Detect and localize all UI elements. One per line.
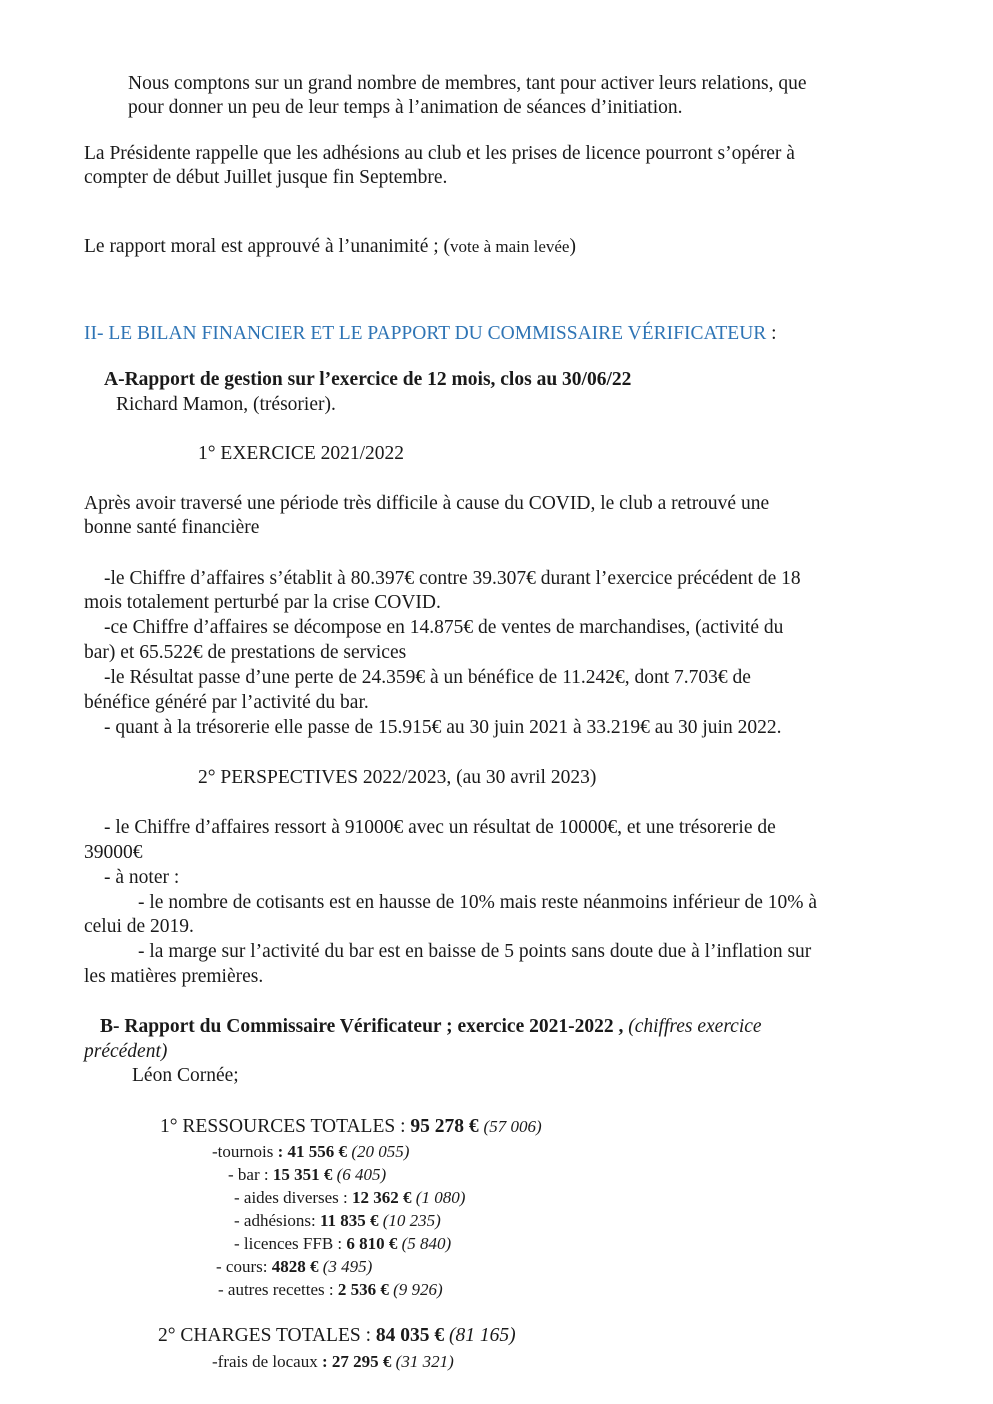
note-1-line-1: - le nombre de cotisants est en hausse de 10% mais reste néanmoins inférieur de 10% à (138, 892, 818, 913)
note-1-line-2: celui de 2019. (84, 916, 194, 937)
ressource-item-label: - aides diverses : (234, 1188, 353, 1207)
rapport-moral-close: ) (569, 236, 576, 257)
ressources-label: 1° RESSOURCES TOTALES : (160, 1116, 411, 1137)
part-b-letter: B (100, 1016, 114, 1037)
ressource-item-label: -tournois (212, 1142, 278, 1161)
part-a-title: -Rapport de gestion sur l’exercice de 12 mois, clos au 30/06/22 (118, 369, 632, 390)
intro-line-2: pour donner un peu de leur temps à l’animation de séances d’initiation. (128, 97, 683, 118)
resultat-line-2: bénéfice généré par l’activité du bar. (84, 692, 369, 713)
ressource-item-label: - adhésions: (234, 1211, 320, 1230)
ca-line-2: mois totalement perturbé par la crise COVID. (84, 592, 441, 613)
ressource-item-value: 12 362 € (352, 1188, 412, 1207)
charge-item (212, 1350, 454, 1374)
charges-total (158, 1324, 516, 1348)
rapport-moral-text: Le rapport moral est approuvé à l’unanimité ; ( (84, 236, 451, 257)
part-a-heading (104, 368, 631, 392)
part-a-letter: A (104, 369, 119, 390)
rapport-moral-vote: vote à main levée (450, 237, 570, 256)
ressource-item (234, 1186, 465, 1210)
ressource-item-prev: (3 495) (322, 1257, 373, 1276)
ressource-item-prev: (6 405) (336, 1165, 387, 1184)
ressource-item-label: - bar : (228, 1165, 273, 1184)
ressource-item (234, 1209, 441, 1233)
ca-line-1: -le Chiffre d’affaires s’établit à 80.397€ contre 39.307€ durant l’exercice précédent de 18 (104, 568, 801, 589)
ressource-item (212, 1140, 409, 1164)
perspective-line-2: 39000€ (84, 842, 143, 863)
ressource-item-prev: (20 055) (351, 1142, 410, 1161)
presidente-line-1: La Présidente rappelle que les adhésions au club et les prises de licence pourront s’opérer à (84, 143, 795, 164)
ressources-total-value: 95 278 € (410, 1116, 479, 1137)
decomposition-line-2: bar) et 65.522€ de prestations de services (84, 642, 407, 663)
decomposition-line-1: -ce Chiffre d’affaires se décompose en 14.875€ de ventes de marchandises, (activité du (104, 617, 784, 638)
perspectives-heading: 2° PERSPECTIVES 2022/2023, (au 30 avril 2023) (198, 767, 597, 788)
ressource-item-label: - licences FFB : (234, 1234, 347, 1253)
ressource-item (234, 1232, 451, 1256)
ressource-item-value: 6 810 € (346, 1234, 398, 1253)
exercice-heading: 1° EXERCICE 2021/2022 (198, 443, 405, 464)
note-label: - à noter : (104, 867, 180, 888)
part-b-italic-2: précédent) (84, 1041, 168, 1062)
ressource-item-label: - cours: (216, 1257, 272, 1276)
charge-item-prev: (31 321) (395, 1352, 454, 1371)
ressource-item-value: 2 536 € (337, 1280, 389, 1299)
charges-label: 2° CHARGES TOTALES : (158, 1325, 376, 1346)
charge-item-label: -frais de locaux (212, 1352, 322, 1371)
section-2-title: II- LE BILAN FINANCIER ET LE PAPPORT DU COMMISSAIRE VÉRIFICATEUR (84, 323, 767, 344)
part-b-title: - Rapport du Commissaire Vérificateur ; exercice 2021-2022 , (113, 1016, 624, 1037)
ressources-total-prev: (57 006) (483, 1117, 542, 1136)
after-line-2: bonne santé financière (84, 517, 260, 538)
part-a-author: Richard Mamon, (trésorier). (116, 394, 336, 415)
rapport-moral (84, 235, 576, 259)
ressource-item-value: 15 351 € (272, 1165, 333, 1184)
ressource-item-prev: (5 840) (401, 1234, 452, 1253)
presidente-line-2: compter de début Juillet jusque fin Septembre. (84, 167, 448, 188)
intro-line-1: Nous comptons sur un grand nombre de membres, tant pour activer leurs relations, que (128, 73, 807, 94)
ressource-item (228, 1163, 386, 1187)
section-2-colon: : (766, 323, 777, 344)
charges-total-value: 84 035 € (375, 1325, 445, 1346)
ressources-total (160, 1115, 542, 1139)
part-b-italic-1: (chiffres exercice (623, 1016, 762, 1037)
note-2-line-2: les matières premières. (84, 966, 264, 987)
ressource-item (216, 1255, 372, 1279)
ressource-item-value: : 41 556 € (277, 1142, 348, 1161)
ressource-item-prev: (10 235) (382, 1211, 441, 1230)
part-b-author: Léon Cornée; (132, 1065, 239, 1086)
after-line-1: Après avoir traversé une période très difficile à cause du COVID, le club a retrouvé une (84, 493, 770, 514)
ressource-item-label: - autres recettes : (218, 1280, 338, 1299)
resultat-line-1: -le Résultat passe d’une perte de 24.359€ à un bénéfice de 11.242€, dont 7.703€ de (104, 667, 751, 688)
ressource-item-prev: (1 080) (415, 1188, 466, 1207)
perspective-line-1: - le Chiffre d’affaires ressort à 91000€ avec un résultat de 10000€, et une trésorerie de (104, 817, 776, 838)
note-2-line-1: - la marge sur l’activité du bar est en baisse de 5 points sans doute due à l’inflation sur (138, 941, 812, 962)
ressource-item-prev: (9 926) (393, 1280, 443, 1299)
tresorerie-line: - quant à la trésorerie elle passe de 15.915€ au 30 juin 2021 à 33.219€ au 30 juin 2022. (104, 717, 782, 738)
ressource-item-value: 11 835 € (319, 1211, 379, 1230)
ressource-item (218, 1278, 443, 1302)
part-b-heading (100, 1015, 762, 1039)
charge-item-value: : 27 295 € (321, 1352, 392, 1371)
section-2-heading (84, 322, 777, 346)
charges-total-prev: (81 165) (449, 1325, 516, 1346)
ressource-item-value: 4828 € (271, 1257, 319, 1276)
